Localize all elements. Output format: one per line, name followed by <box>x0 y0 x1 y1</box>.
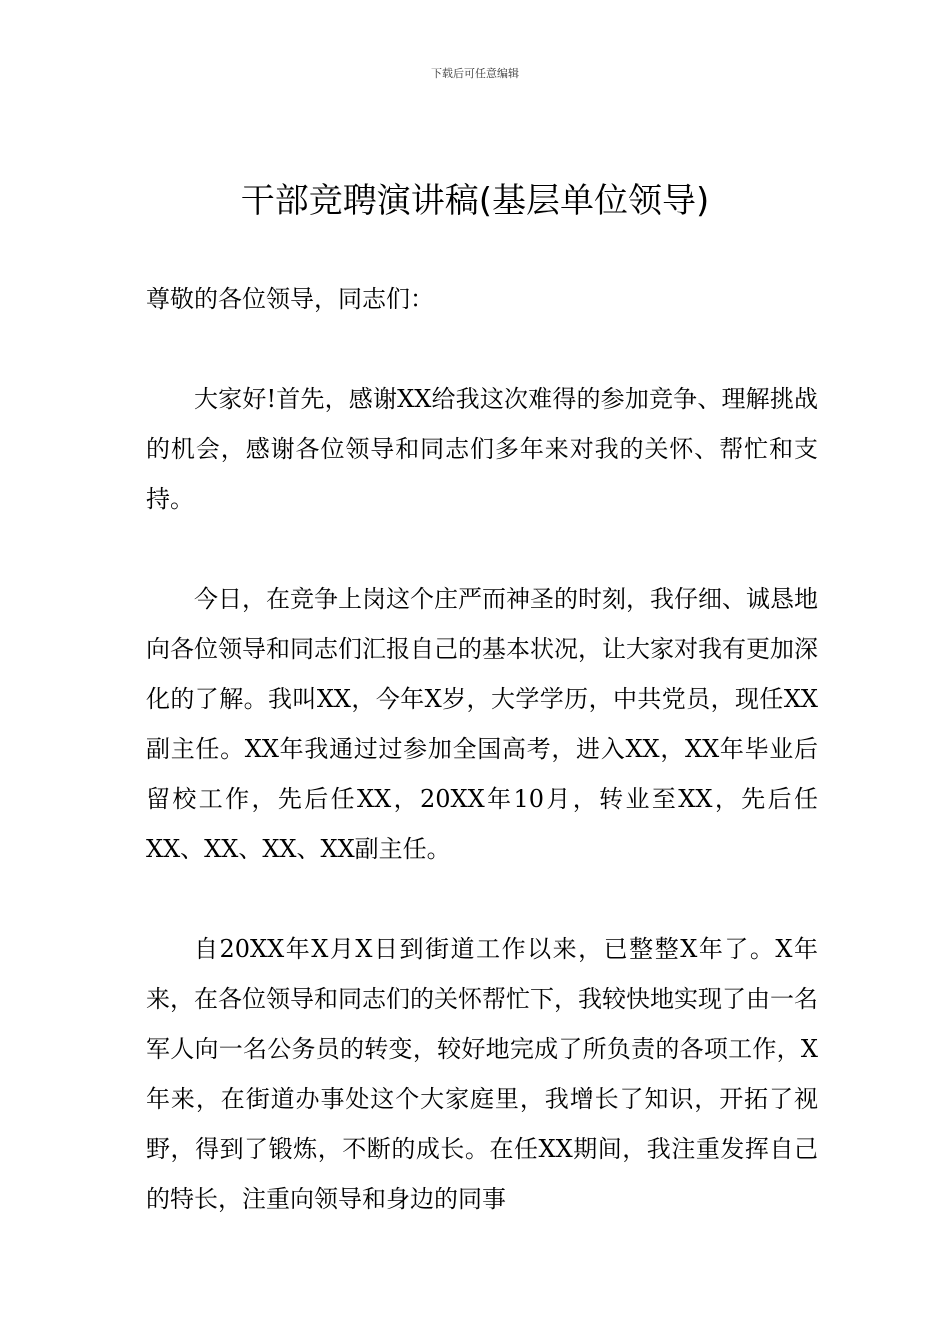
document-body <box>146 274 818 1224</box>
salutation: 尊敬的各位领导，同志们： <box>146 285 434 313</box>
paragraph-experience: 自20XX年X月X日到街道工作以来，已整整X年了。X年来，在各位领导和同志们的关怀帮忙下，我较快地实现了由一名军人向一名公务员的转变，较好地完成了所负责的各项工作，X年来，在街道办事处这个大家庭里，我增长了知识，开拓了视野，得到了锻炼，不断的成长。在任XX期间，我注重发挥自己的特长，注重向领导和身边的同事 <box>146 935 818 1213</box>
document-title: 干部竞聘演讲稿(基层单位领导) <box>240 181 710 221</box>
header-note: 下载后可任意编辑 <box>431 67 519 80</box>
paragraph-introduction: 今日，在竞争上岗这个庄严而神圣的时刻，我仔细、诚恳地向各位领导和同志们汇报自己的基本状况，让大家对我有更加深化的了解。我叫XX，今年X岁，大学学历，中共党员，现任XX副主任。XX年我通过过参加全国高考，进入XX，XX年毕业后留校工作，先后任XX，20XX年10月，转业至XX，先后任XX、XX、XX、XX副主任。 <box>146 585 818 863</box>
paragraph-greeting: 大家好!首先，感谢XX给我这次难得的参加竞争、理解挑战的机会，感谢各位领导和同志们多年来对我的关怀、帮忙和支持。 <box>146 385 818 513</box>
